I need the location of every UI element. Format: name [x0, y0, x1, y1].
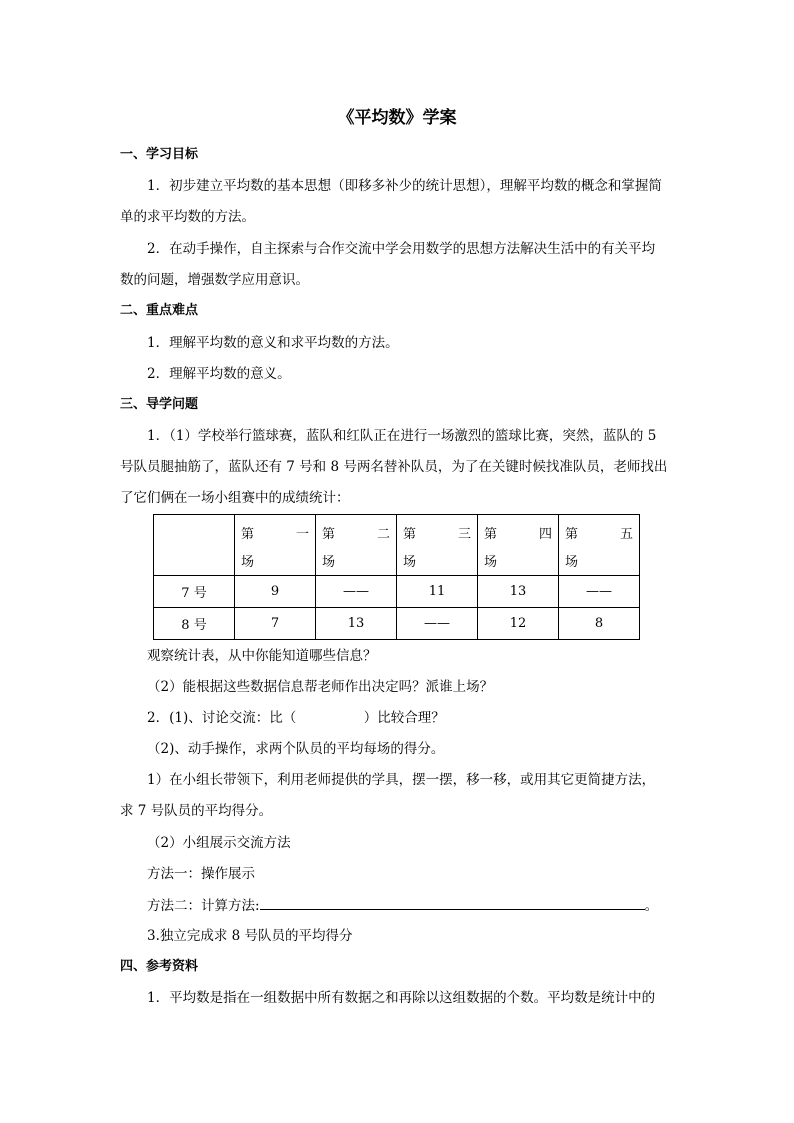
question-1-line-1: 1．（1）学校举行篮球赛，蓝队和红队正在进行一场激烈的篮球比赛，突然，蓝队的 5: [147, 428, 657, 444]
table-row: [154, 576, 640, 608]
table-header-cell: 第 三 场: [397, 515, 478, 576]
table-row-label: 7 号: [154, 576, 235, 608]
table-header-cell: 第 四 场: [478, 515, 559, 576]
table-cell: ——: [559, 576, 640, 608]
question-3: 3.独立完成求 8 号队员的平均得分: [147, 928, 353, 944]
question-1-line-3: 了它们俩在一场小组赛中的成绩统计：: [120, 490, 350, 506]
method-one: 方法一：操作展示: [147, 866, 255, 882]
table-header-row: [154, 515, 640, 576]
table-header-cell: 第 五 场: [559, 515, 640, 576]
observe-table-prompt: 观察统计表，从中你能知道哪些信息？: [147, 648, 377, 664]
goal-2-line-1: 2．在动手操作，自主探索与合作交流中学会用数学的思想方法解决生活中的有关平均: [147, 241, 656, 257]
question-1-part-2: （2）能根据这些数据信息帮老师作出决定吗？派谁上场？: [147, 679, 494, 695]
table-cell: 9: [235, 576, 316, 608]
table-header-cell: 第 一 场: [235, 515, 316, 576]
question-1-line-2: 号队员腿抽筋了，蓝队还有 7 号和 8 号两名替补队员，为了在关键时候找准队员，老师找出: [120, 459, 668, 475]
table-header-cell: 第 二 场: [316, 515, 397, 576]
question-2-part-1: 2．(1)、讨论交流：比（ ）比较合理？: [147, 710, 445, 726]
section-heading-key-points: 二、重点难点: [120, 303, 199, 318]
reference-1-line-1: 1．平均数是指在一组数据中所有数据之和再除以这组数据的个数。平均数是统计中的: [147, 990, 656, 1006]
section-heading-references: 四、参考资料: [120, 959, 199, 974]
score-table: [153, 514, 640, 640]
goal-1-line-1: 1．初步建立平均数的基本思想（即移多补少的统计思想），理解平均数的概念和掌握简: [147, 178, 662, 194]
method-two-end: 。: [644, 898, 659, 914]
table-row: [154, 608, 640, 640]
table-cell: 13: [478, 576, 559, 608]
table-cell: 11: [397, 576, 478, 608]
table-cell: 13: [316, 608, 397, 640]
key-point-2: 2．理解平均数的意义。: [147, 366, 291, 382]
question-2-step-1-line-1: 1）在小组长带领下，利用老师提供的学具，摆一摆，移一移，或用其它更简捷方法，: [147, 772, 656, 788]
table-cell: ——: [316, 576, 397, 608]
method-two-label: 方法二：计算方法:: [147, 898, 260, 914]
question-2-part-2: （2)、动手操作，求两个队员的平均每场的得分。: [147, 741, 445, 757]
question-2-step-1-line-2: 求 7 号队员的平均得分。: [120, 803, 273, 819]
answer-blank: [260, 895, 645, 910]
table-cell: 7: [235, 608, 316, 640]
section-heading-guide-questions: 三、导学问题: [120, 397, 199, 412]
table-cell: ——: [397, 608, 478, 640]
table-cell: 12: [478, 608, 559, 640]
table-corner-cell: [154, 515, 235, 576]
goal-1-line-2: 单的求平均数的方法。: [120, 209, 255, 225]
document-title: 《平均数》学案: [337, 108, 457, 128]
goal-2-line-2: 数的问题，增强数学应用意识。: [120, 272, 309, 288]
question-2-step-2: （2）小组展示交流方法: [147, 835, 291, 851]
section-heading-goals: 一、学习目标: [120, 147, 199, 162]
table-cell: 8: [559, 608, 640, 640]
table-row-label: 8 号: [154, 608, 235, 640]
key-point-1: 1．理解平均数的意义和求平均数的方法。: [147, 335, 399, 351]
method-two: [147, 895, 658, 916]
